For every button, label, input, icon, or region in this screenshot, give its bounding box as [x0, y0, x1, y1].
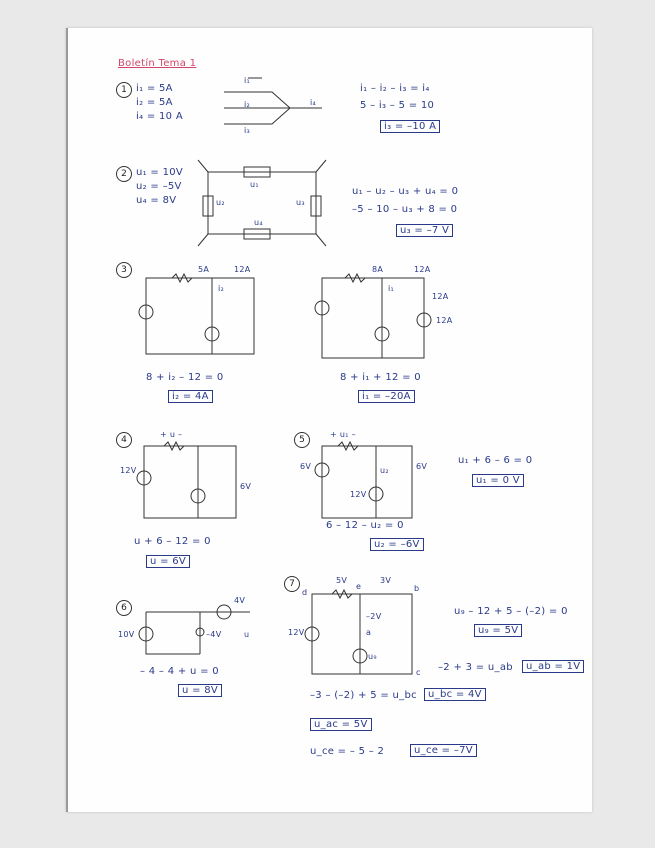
p7-label-8: 12V: [288, 628, 305, 637]
p6-label-1: 4V: [234, 596, 246, 605]
p1-label-2: i₂: [244, 100, 251, 109]
p1-given-3: i₄ = 10 A: [136, 111, 183, 122]
p7-label-1: 5V: [336, 576, 348, 585]
page-title: Boletín Tema 1: [118, 58, 197, 69]
p7-label-3: a: [366, 628, 372, 637]
p3-right-circuit: [315, 274, 431, 358]
p7-label-6: d: [302, 588, 308, 597]
problem-5-number: 5: [294, 432, 310, 448]
p3-right-label-5: 12A: [436, 316, 453, 325]
p1-label-3: i₃: [244, 126, 251, 135]
p5-equation-2: 6 – 12 – u₂ = 0: [326, 520, 404, 531]
p7-result-4: u_ac = 5V: [310, 718, 372, 731]
p6-result: u = 8V: [178, 684, 222, 697]
p7-result-1: u₉ = 5V: [474, 624, 522, 637]
p3-right-label-3: i₁: [388, 284, 395, 293]
problem-6-number: 6: [116, 600, 132, 616]
p3-left-equation: 8 + i₂ – 12 = 0: [146, 372, 224, 383]
problem-4-number: 4: [116, 432, 132, 448]
p3-right-label-2: 12A: [414, 265, 431, 274]
p4-result: u = 6V: [146, 555, 190, 568]
p3-left-label-1: 5A: [198, 265, 210, 274]
p2-given-3: u₄ = 8V: [136, 195, 177, 206]
p7-circuit: [305, 590, 412, 674]
problem-3-number: 3: [116, 262, 132, 278]
p2-given-2: u₂ = –5V: [136, 181, 182, 192]
p3-left-label-2: 12A: [234, 265, 251, 274]
p7-label-10: u₉: [368, 652, 377, 661]
p1-node-diagram: [224, 78, 322, 124]
p1-given-2: i₂ = 5A: [136, 97, 173, 108]
p7-result-5: u_ce = –7V: [410, 744, 477, 757]
p1-label-4: i₄: [310, 98, 317, 107]
p2-label-3: u₃: [296, 198, 305, 207]
p1-given-1: i₁ = 5A: [136, 83, 173, 94]
p5-label-3: u₂: [380, 466, 389, 475]
p5-label-5: 6V: [416, 462, 428, 471]
p7-label-9: –2V: [366, 612, 382, 621]
p5-label-4: 12V: [350, 490, 367, 499]
p2-label-1: u₁: [250, 180, 259, 189]
p1-label-1: i₁: [244, 76, 251, 85]
p2-given-1: u₁ = 10V: [136, 167, 184, 178]
p5-result-2: u₂ = –6V: [370, 538, 424, 551]
problem-1-number: 1: [116, 82, 132, 98]
p2-result: u₃ = –7 V: [396, 224, 453, 237]
p6-label-4: u: [244, 630, 250, 639]
problem-7-number: 7: [284, 576, 300, 592]
p7-result-3: u_bc = 4V: [424, 688, 486, 701]
p3-left-label-3: i₂: [218, 284, 225, 293]
p3-right-result: i₁ = –20A: [358, 390, 415, 403]
p5-label-1: + u₁ –: [330, 430, 356, 439]
p4-circuit: [137, 442, 236, 518]
p7-label-4: b: [414, 584, 420, 593]
p7-equation-1: u₉ – 12 + 5 – (–2) = 0: [454, 606, 568, 617]
p3-right-label-4: 12A: [432, 292, 449, 301]
p5-equation-1: u₁ + 6 – 6 = 0: [458, 455, 533, 466]
p7-label-5: c: [416, 668, 421, 677]
p2-label-4: u₄: [254, 218, 263, 227]
p7-equation-3: –3 – (–2) + 5 = u_bc: [310, 690, 417, 701]
p1-result: i₃ = –10 A: [380, 120, 440, 133]
p4-label-2: 12V: [120, 466, 137, 475]
p3-right-label-1: 8A: [372, 265, 384, 274]
p1-equation-1: i₁ – i₂ – i₃ = i₄: [360, 83, 430, 94]
p3-right-equation: 8 + i₁ + 12 = 0: [340, 372, 421, 383]
p1-equation-2: 5 – i₃ – 5 = 10: [360, 100, 435, 111]
p3-left-result: i₂ = 4A: [168, 390, 213, 403]
p7-label-7: e: [356, 582, 362, 591]
p4-equation: u + 6 – 12 = 0: [134, 536, 211, 547]
p6-equation: – 4 – 4 + u = 0: [140, 666, 219, 677]
p2-label-2: u₂: [216, 198, 225, 207]
p5-circuit: [315, 442, 412, 518]
p2-equation-2: –5 – 10 – u₃ + 8 = 0: [352, 204, 458, 215]
p7-equation-2: –2 + 3 = u_ab: [438, 662, 513, 673]
p6-circuit: [139, 605, 250, 654]
p6-label-2: 10V: [118, 630, 135, 639]
problem-2-number: 2: [116, 166, 132, 182]
p4-label-1: + u –: [160, 430, 183, 439]
p4-label-3: 6V: [240, 482, 252, 491]
p7-label-2: 3V: [380, 576, 392, 585]
p6-label-3: –4V: [206, 630, 222, 639]
p5-label-2: 6V: [300, 462, 312, 471]
p2-equation-1: u₁ – u₂ – u₃ + u₄ = 0: [352, 186, 459, 197]
p7-result-2: u_ab = 1V: [522, 660, 584, 673]
p5-result-1: u₁ = 0 V: [472, 474, 524, 487]
p7-equation-5: u_ce = – 5 – 2: [310, 746, 385, 757]
p3-left-circuit: [139, 274, 254, 354]
